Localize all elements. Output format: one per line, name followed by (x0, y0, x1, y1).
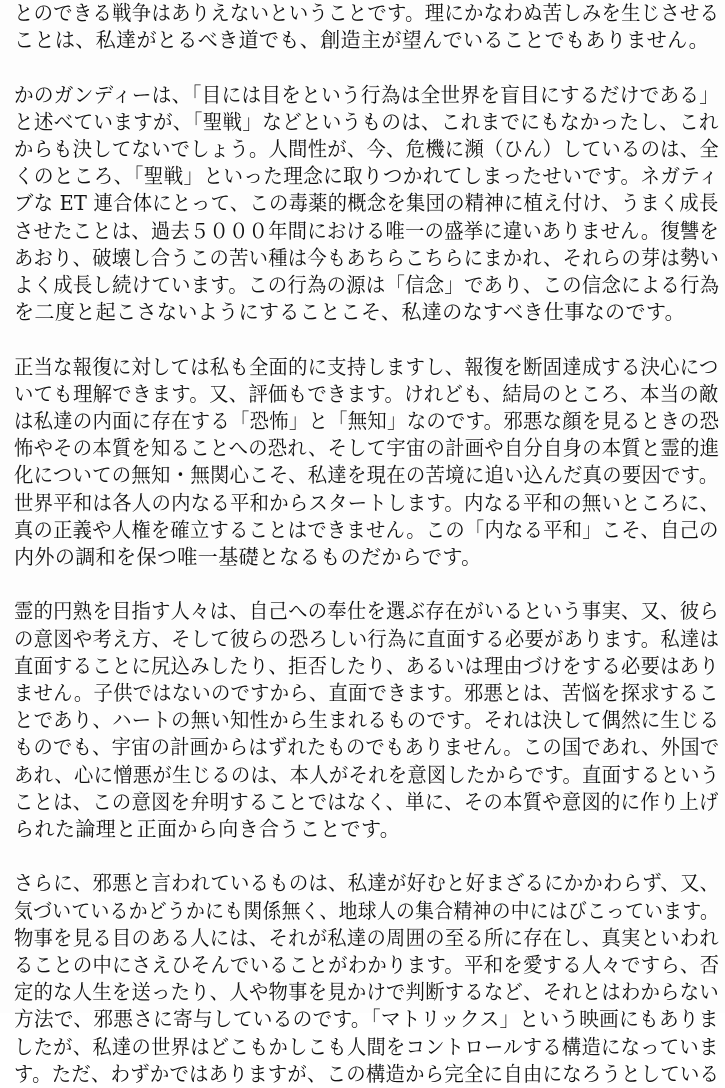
text-line: 怖やその本質を知ることへの恐れ、そして宇宙の計画や自分自身の本質と霊的進 (14, 436, 720, 461)
text-line: す。ただ、わずかではありますが、この構造から完全に自由になろうとしている (14, 1061, 720, 1086)
text-line: ることの中にさえひそんでいることがわかります。平和を愛する人々ですら、否 (14, 953, 720, 978)
text-line: よく成長し続けています。この行為の源は「信念」であり、この信念による行為 (14, 273, 720, 298)
text-line: 霊的円熟を目指す人々は、自己への奉仕を選ぶ存在がいるという事実、又、彼ら (14, 599, 719, 624)
text-line: 方法で、邪悪さに寄与しているのです。「マトリックス」という映画にもありま (14, 1007, 719, 1032)
text-line: 直面することに尻込みしたり、拒否したり、あるいは理由づけをする必要はあり (14, 653, 719, 678)
text-line: あおり、破壊し合うこの苦い種は今もあちらこちらにまかれ、それらの芽は勢い (14, 245, 720, 270)
text-line: あれ、心に憎悪が生じるのは、本人がそれを意図したからです。直面するという (14, 762, 720, 787)
text-line: 定的な人生を送ったり、人や物事を見かけで判断するなど、それとはわからない (14, 980, 719, 1005)
text-line: さらに、邪悪と言われているものは、私達が好むと好まざるにかかわらず、又、 (14, 871, 720, 896)
text-line: 正当な報復に対しては私も全面的に支持しますし、報復を断固達成する決心につ (14, 354, 719, 379)
paragraph (14, 0, 725, 54)
text-line: ブな ET 連合体にとって、この毒薬的概念を集団の精神に植え付け、うまく成長 (14, 191, 719, 216)
text-line: ものでも、宇宙の計画からはずれたものでもありません。この国であれ、外国で (14, 735, 720, 760)
paragraph-gap (14, 571, 725, 598)
paragraph (14, 598, 725, 843)
text-line: させたことは、過去５０００年間における唯一の盛挙に違いありません。復讐を (14, 218, 720, 243)
paragraph-gap (14, 326, 725, 353)
text-line: 化についての無知・無関心こそ、私達を現在の苦境に追い込んだ真の要因です。 (14, 463, 719, 488)
paragraph-gap (14, 843, 725, 870)
paragraph-gap (14, 54, 725, 81)
paragraph (14, 870, 725, 1088)
text-line: からも決してないでしょう。人間性が、今、危機に瀕（ひん）しているのは、全 (14, 137, 719, 161)
text-line: したが、私達の世界はどこもかしこも人間をコントロールする構造になっていま (14, 1034, 719, 1059)
text-line: と述べていますが、「聖戦」などというものは、これまでにもなかったし、これ (14, 109, 719, 134)
text-line: ません。子供ではないのですから、直面できます。邪悪とは、苦悩を探求するこ (14, 681, 719, 706)
text-line: の意図や考え方、そして彼らの恐ろしい行為に直面する必要があります。私達は (14, 626, 720, 651)
text-line: 物事を見る目のある人には、それが私達の周囲の至る所に存在し、真実といわれ (14, 925, 719, 950)
text-line: 真の正義や人権を確立することはできません。この「内なる平和」こそ、自己の (14, 517, 719, 542)
text-line: とのできる戦争はありえないということです。理にかなわぬ苦しみを生じさせる (14, 1, 720, 25)
text-line: いても理解できます。又、評価もできます。けれども、結局のところ、本当の敵 (14, 381, 719, 406)
text-line: 内外の調和を保つ唯一基礎となるものだからです。 (14, 545, 482, 570)
text-line: くのところ、「聖戦」といった理念に取りつかれてしまったせいです。ネガティ (14, 164, 719, 189)
text-line: ことは、この意図を弁明することではなく、単に、その本質や意図的に作り上げ (14, 789, 719, 814)
text-line: かのガンディーは、「目には目をという行為は全世界を盲目にするだけである」 (14, 82, 720, 107)
text-line: 気づいているかどうかにも関係無く、地球人の集合精神の中にはびこっています。 (14, 898, 720, 923)
text-line: を二度と起こさないようにすることこそ、私達のなすべき仕事なのです。 (14, 300, 686, 325)
text-line: られた論理と正面から向き合うことです。 (14, 817, 401, 842)
text-line: ことは、私達がとるべき道でも、創造主が望んでいることでもありません。 (14, 28, 710, 53)
paragraph (14, 354, 725, 572)
text-line: 世界平和は各人の内なる平和からスタートします。内なる平和の無いところに、 (14, 490, 720, 515)
text-line: は私達の内面に存在する「恐怖」と「無知」なのです。邪悪な顔を見るときの恐 (14, 409, 720, 434)
text-line: とであり、ハートの無い知性から生まれるものです。それは決して偶然に生じる (14, 708, 720, 733)
paragraph (14, 82, 725, 327)
